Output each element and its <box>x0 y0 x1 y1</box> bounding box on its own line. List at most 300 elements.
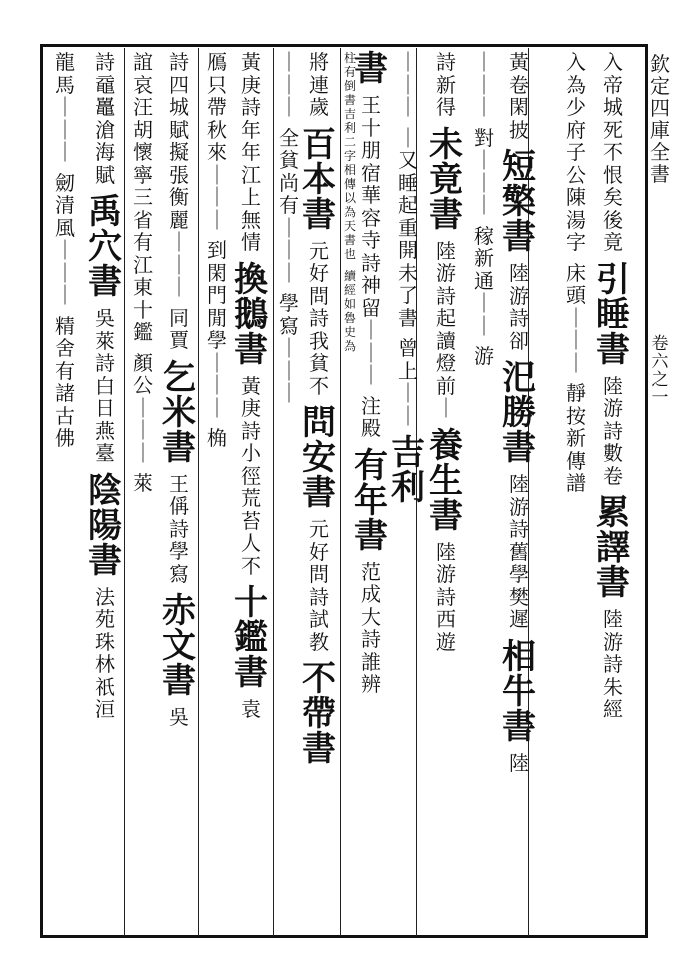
glyph: 數 <box>603 441 623 465</box>
glyph: 書 <box>162 427 196 468</box>
glyph: 書 <box>429 495 463 536</box>
entry-heading <box>354 445 388 556</box>
glyph: ｜ <box>279 336 299 360</box>
glyph: 徑 <box>241 463 261 488</box>
text-column <box>594 52 632 722</box>
glyph: 閑 <box>509 95 529 119</box>
text-column <box>344 52 356 354</box>
glyph: 字 <box>344 149 357 163</box>
glyph: 朱 <box>603 674 623 699</box>
glyph: 萊 <box>95 328 115 353</box>
glyph: ｜ <box>207 185 227 209</box>
glyph: 死 <box>603 117 623 142</box>
glyph: 書 <box>502 706 536 747</box>
glyph: 賦 <box>95 162 115 187</box>
glyph: 帶 <box>302 694 336 734</box>
glyph: 引 <box>596 259 630 300</box>
glyph: 陸 <box>436 238 456 263</box>
glyph: 譜 <box>566 471 586 495</box>
glyph: 書 <box>354 515 388 556</box>
glyph: 卷 <box>509 72 529 97</box>
glyph: 只 <box>207 72 227 97</box>
glyph: 問 <box>302 403 336 443</box>
column-rule <box>273 48 274 936</box>
glyph: ｜ <box>55 238 75 262</box>
glyph: ｜ <box>398 125 418 150</box>
glyph: ｜ <box>169 230 189 254</box>
entry-heading <box>502 636 536 747</box>
glyph: ｜ <box>566 328 586 352</box>
glyph: 定 <box>650 74 670 98</box>
glyph: 偁 <box>169 494 189 518</box>
text-column <box>469 52 499 369</box>
entry-note <box>279 52 299 120</box>
glyph: 累 <box>596 493 630 533</box>
glyph: ｜ <box>398 72 418 97</box>
text-column <box>392 52 424 506</box>
glyph: ｜ <box>279 95 299 119</box>
entry-heading <box>429 124 463 235</box>
text-column <box>300 52 338 767</box>
glyph: 書 <box>596 329 630 370</box>
glyph: 詩 <box>603 418 623 443</box>
glyph: 三 <box>133 185 153 209</box>
glyph: 吉 <box>391 433 425 473</box>
glyph: 魯 <box>344 311 357 325</box>
glyph: 學 <box>279 291 299 315</box>
glyph: 乞 <box>162 357 196 398</box>
glyph: 上 <box>241 185 261 209</box>
glyph: 城 <box>603 95 623 119</box>
glyph: 游 <box>509 283 529 308</box>
glyph: 史 <box>344 325 357 339</box>
glyph: 書 <box>650 162 670 186</box>
glyph: 陸 <box>509 472 529 496</box>
glyph: 書 <box>88 262 122 302</box>
entry-heading <box>354 49 388 89</box>
glyph: 不 <box>309 373 329 398</box>
text-column <box>427 52 465 654</box>
entry-heading <box>234 259 268 370</box>
glyph: 城 <box>169 95 189 119</box>
entry-note <box>361 559 381 697</box>
glyph: 到 <box>207 238 227 262</box>
glyph: 貧 <box>309 351 329 375</box>
entry-note <box>603 373 623 489</box>
glyph: 十 <box>133 297 153 322</box>
glyph: 詩 <box>361 250 381 275</box>
glyph: 詩 <box>436 50 456 74</box>
glyph: 詩 <box>95 351 115 375</box>
glyph: 子 <box>566 140 586 164</box>
glyph: 公 <box>133 373 153 397</box>
glyph: 詩 <box>241 418 261 443</box>
entry-note <box>279 293 299 406</box>
book-title <box>650 54 670 186</box>
glyph: 對 <box>474 125 494 150</box>
glyph: 省 <box>133 207 153 232</box>
glyph: 書 <box>398 305 418 330</box>
glyph: 文 <box>162 626 196 666</box>
glyph: 也 <box>344 247 357 261</box>
glyph: 生 <box>429 460 463 501</box>
entry-note <box>309 238 329 399</box>
glyph: 書 <box>344 93 357 107</box>
entry-heading <box>88 192 122 302</box>
glyph: 游 <box>436 261 456 285</box>
glyph: 教 <box>309 629 329 654</box>
glyph: 學 <box>207 328 227 352</box>
glyph: 袁 <box>241 697 261 721</box>
text-column <box>86 52 124 722</box>
glyph: ｜ <box>361 340 381 365</box>
glyph: 鑑 <box>133 320 153 344</box>
entry-note <box>207 52 227 232</box>
glyph: 公 <box>566 162 586 187</box>
glyph: ｜ <box>279 238 299 262</box>
glyph: 卻 <box>509 328 529 353</box>
entry-heading <box>596 259 630 370</box>
entry-note <box>603 52 623 255</box>
entry-heading <box>596 493 630 603</box>
glyph: 賈 <box>169 328 189 352</box>
entry-note <box>95 584 115 722</box>
glyph: 經 <box>344 283 357 297</box>
entry-note <box>566 383 586 496</box>
entry-heading <box>162 357 196 468</box>
glyph: 卷 <box>603 463 623 488</box>
glyph: ｜ <box>474 50 494 74</box>
glyph: 神 <box>361 273 381 297</box>
glyph: 府 <box>566 117 586 142</box>
glyph: 稼 <box>474 223 494 248</box>
glyph: 游 <box>509 494 529 519</box>
entry-heading <box>302 659 336 769</box>
entry-note <box>169 471 189 587</box>
glyph: 試 <box>309 607 329 631</box>
glyph: 吳 <box>169 705 189 729</box>
entry-note <box>398 338 418 428</box>
glyph: 十 <box>234 583 268 623</box>
glyph: 利 <box>344 121 357 135</box>
glyph: 書 <box>234 329 268 370</box>
glyph: 披 <box>509 117 529 142</box>
text-column <box>560 52 592 496</box>
glyph: 誰 <box>361 649 381 674</box>
entry-note <box>55 52 75 165</box>
entry-note <box>241 699 261 722</box>
glyph: 帝 <box>603 72 623 97</box>
glyph: ｜ <box>279 215 299 240</box>
text-column <box>500 52 538 775</box>
glyph: ｜ <box>55 95 75 119</box>
entry-note <box>603 609 623 722</box>
glyph: 之 <box>651 370 669 390</box>
entry-note <box>509 263 529 353</box>
glyph: 詩 <box>436 584 456 609</box>
entry-note <box>509 750 529 776</box>
glyph: 詩 <box>361 627 381 651</box>
text-column <box>48 52 82 451</box>
glyph: 寫 <box>169 561 189 586</box>
glyph: 重 <box>398 215 418 240</box>
glyph: 問 <box>309 562 329 586</box>
glyph: ｜ <box>55 117 75 142</box>
glyph: 百 <box>302 124 336 165</box>
entry-note <box>474 346 494 369</box>
glyph: 懷 <box>133 140 153 164</box>
glyph: 了 <box>398 283 418 307</box>
glyph: ｜ <box>474 291 494 315</box>
glyph: 貧 <box>279 148 299 172</box>
glyph: 讀 <box>436 328 456 353</box>
glyph: 起 <box>436 306 456 330</box>
glyph: 書 <box>344 233 357 247</box>
glyph: 林 <box>95 652 115 676</box>
glyph: 我 <box>309 328 329 353</box>
entry-heading <box>302 403 336 513</box>
glyph: 游 <box>474 344 494 368</box>
glyph: 天 <box>344 219 357 233</box>
glyph: 書 <box>302 473 336 513</box>
glyph: 江 <box>133 252 153 277</box>
glyph: 未 <box>429 124 463 165</box>
glyph: 年 <box>241 117 261 142</box>
entry-note <box>566 52 586 255</box>
glyph: 全 <box>279 125 299 150</box>
glyph: ｜ <box>279 260 299 285</box>
entry-note <box>344 52 356 262</box>
glyph: 寺 <box>361 228 381 252</box>
glyph: ｜ <box>207 395 227 420</box>
glyph: 諸 <box>55 381 75 405</box>
glyph: ｜ <box>55 283 75 307</box>
glyph: 床 <box>566 260 586 285</box>
glyph: 帶 <box>207 95 227 119</box>
glyph: 陳 <box>566 185 586 209</box>
glyph: 黿 <box>95 72 115 97</box>
glyph: 四 <box>650 96 670 120</box>
glyph: 竟 <box>429 159 463 200</box>
glyph: 閑 <box>207 260 227 285</box>
glyph: 有 <box>279 193 299 217</box>
glyph: 詩 <box>509 306 529 330</box>
glyph: 大 <box>361 604 381 629</box>
glyph: 不 <box>241 553 261 578</box>
glyph: 短 <box>502 147 536 187</box>
glyph: 詩 <box>436 283 456 308</box>
glyph: 苑 <box>95 607 115 631</box>
glyph: 按 <box>566 403 586 428</box>
glyph: 寧 <box>133 162 153 187</box>
glyph: 燈 <box>436 351 456 375</box>
glyph: 睡 <box>398 170 418 195</box>
glyph: 尚 <box>279 170 299 195</box>
glyph: 曾 <box>398 336 418 360</box>
glyph: 起 <box>398 193 418 217</box>
entry-note <box>279 125 299 286</box>
glyph: 為 <box>344 205 357 219</box>
entry-heading <box>88 470 122 581</box>
glyph: 來 <box>207 140 227 164</box>
glyph: 卷 <box>651 334 669 354</box>
glyph: 成 <box>361 582 381 606</box>
glyph: 萊 <box>133 471 153 495</box>
glyph: 同 <box>169 305 189 330</box>
entry-note <box>566 260 586 376</box>
glyph: ｜ <box>474 313 494 338</box>
glyph: 法 <box>95 584 115 609</box>
glyph: 頭 <box>566 283 586 307</box>
glyph: 庚 <box>241 396 261 420</box>
entry-note <box>398 52 418 120</box>
glyph: 朋 <box>361 138 381 162</box>
glyph: 詩 <box>309 584 329 609</box>
glyph: 有 <box>55 358 75 383</box>
glyph: 鼉 <box>95 95 115 119</box>
glyph: 哀 <box>133 72 153 97</box>
glyph: 黃 <box>241 373 261 398</box>
glyph: 閒 <box>207 305 227 330</box>
entry-note <box>509 52 529 142</box>
glyph: 睡 <box>596 294 630 335</box>
glyph: ｜ <box>474 193 494 217</box>
glyph: 陸 <box>436 539 456 564</box>
glyph: 入 <box>566 50 586 74</box>
text-column <box>352 49 390 697</box>
glyph: 風 <box>55 215 75 240</box>
entry-heading <box>234 583 268 693</box>
glyph: ｜ <box>207 162 227 187</box>
glyph: 問 <box>309 283 329 308</box>
glyph: 寫 <box>279 313 299 338</box>
entry-note <box>474 125 494 218</box>
glyph: 詩 <box>169 50 189 74</box>
glyph: 得 <box>436 95 456 119</box>
glyph: ｜ <box>133 440 153 465</box>
glyph: 新 <box>566 426 586 450</box>
glyph: 米 <box>162 392 196 433</box>
glyph: ｜ <box>361 318 381 342</box>
glyph: ｜ <box>207 373 227 397</box>
entry-note <box>309 519 329 654</box>
glyph: 有 <box>133 230 153 254</box>
glyph: 通 <box>474 268 494 293</box>
glyph: 小 <box>241 441 261 465</box>
glyph: 換 <box>234 259 268 300</box>
entry-note <box>436 238 456 421</box>
entry-heading <box>429 425 463 536</box>
glyph: 學 <box>169 539 189 563</box>
glyph: 本 <box>302 159 336 200</box>
glyph: 白 <box>95 373 115 398</box>
glyph: 精 <box>55 313 75 338</box>
glyph: ｜ <box>361 363 381 387</box>
glyph: ｜ <box>474 95 494 119</box>
glyph: 譯 <box>596 528 630 568</box>
entry-note <box>361 95 381 388</box>
glyph: ｜ <box>474 148 494 172</box>
glyph: 桷 <box>207 426 227 450</box>
glyph: ｜ <box>169 252 189 277</box>
entry-note <box>55 313 75 451</box>
glyph: 陰 <box>88 470 122 511</box>
glyph: ｜ <box>169 275 189 299</box>
glyph: 擬 <box>169 140 189 164</box>
glyph: 容 <box>361 205 381 230</box>
entry-note <box>309 52 329 120</box>
glyph: 殿 <box>361 416 381 440</box>
glyph: 湯 <box>566 207 586 232</box>
glyph: 詩 <box>509 517 529 541</box>
glyph: 靜 <box>566 381 586 405</box>
glyph: 荒 <box>241 486 261 510</box>
glyph: ｜ <box>207 207 227 232</box>
glyph: 書 <box>429 194 463 235</box>
glyph: 牛 <box>502 671 536 712</box>
glyph: 一 <box>651 388 669 408</box>
glyph: 華 <box>361 183 381 207</box>
glyph: ｜ <box>398 95 418 119</box>
glyph: 張 <box>169 162 189 187</box>
entry-heading <box>302 124 336 235</box>
entry-heading <box>502 358 536 468</box>
glyph: 年 <box>354 480 388 521</box>
glyph: 新 <box>436 72 456 97</box>
glyph: 詩 <box>95 50 115 74</box>
glyph: 江 <box>241 162 261 187</box>
glyph: 龍 <box>55 50 75 74</box>
text-column <box>128 52 158 496</box>
glyph: 佛 <box>55 426 75 450</box>
glyph: ｜ <box>398 381 418 405</box>
glyph: 留 <box>361 295 381 320</box>
glyph: 書 <box>502 217 536 257</box>
entry-note <box>133 350 153 466</box>
glyph: 祇 <box>95 674 115 699</box>
glyph: ｜ <box>279 72 299 97</box>
glyph: ｜ <box>398 403 418 428</box>
glyph: ｜ <box>474 72 494 97</box>
glyph: ｜ <box>55 260 75 285</box>
glyph: 游 <box>603 396 623 420</box>
entry-note <box>207 240 227 420</box>
entry-note <box>436 52 456 120</box>
glyph: 書 <box>88 540 122 581</box>
glyph: 前 <box>436 373 456 398</box>
glyph: 安 <box>302 438 336 478</box>
glyph: 六 <box>651 352 669 372</box>
glyph: 後 <box>603 207 623 232</box>
entry-note <box>436 539 456 655</box>
glyph: 詩 <box>241 95 261 119</box>
glyph: 范 <box>361 559 381 584</box>
entry-heading <box>391 433 425 508</box>
glyph: 汪 <box>133 95 153 119</box>
entry-note <box>241 52 261 255</box>
entry-note <box>95 308 115 466</box>
glyph: 王 <box>169 471 189 496</box>
glyph: ｜ <box>279 381 299 405</box>
glyph: 為 <box>344 339 357 353</box>
glyph: 東 <box>133 275 153 299</box>
glyph: 陸 <box>509 750 529 775</box>
glyph: 燕 <box>95 418 115 443</box>
glyph: 人 <box>241 531 261 555</box>
glyph: 相 <box>344 163 357 177</box>
glyph: 遊 <box>436 629 456 654</box>
glyph: 禹 <box>88 192 122 232</box>
